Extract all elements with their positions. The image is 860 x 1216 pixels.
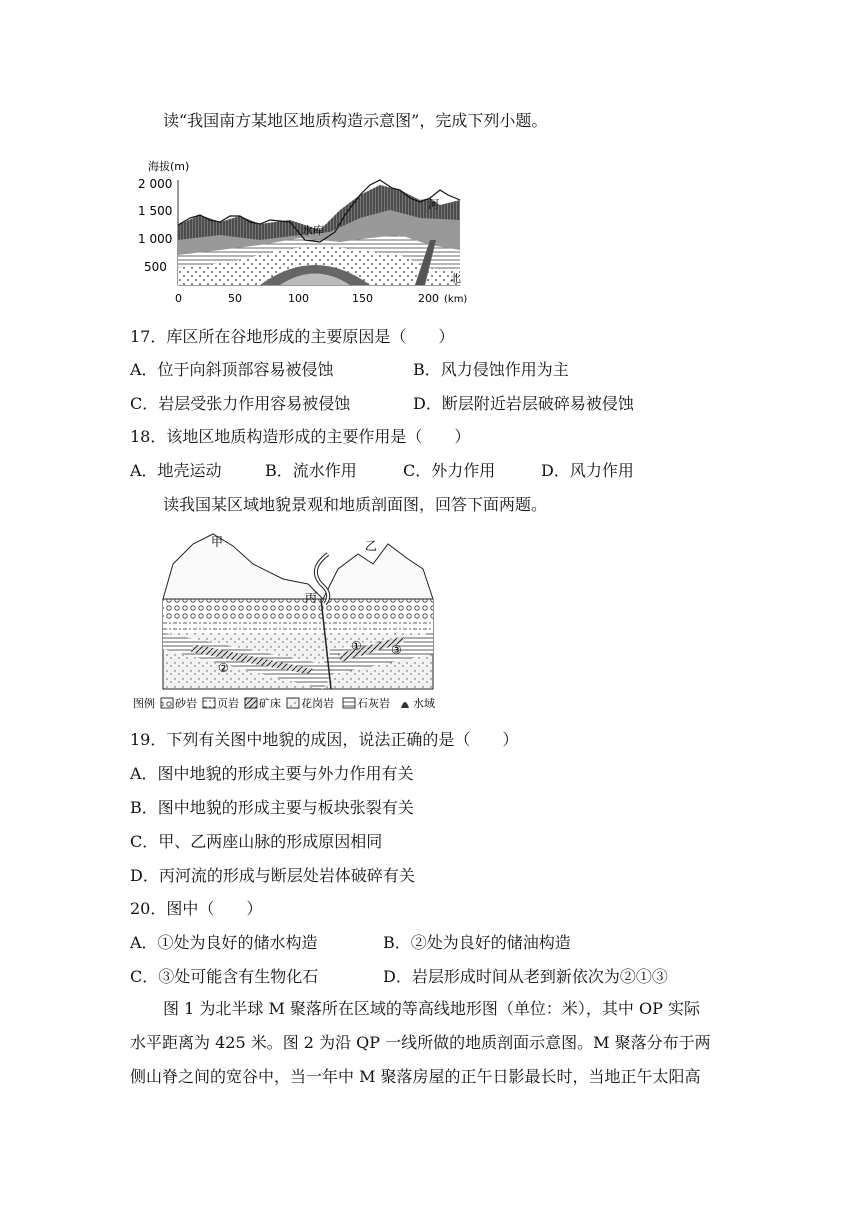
q20-option-c[interactable]: C．③处可能含有生物化石 (130, 967, 319, 986)
legend-granite-swatch (287, 698, 299, 708)
x-tick-50: 50 (228, 292, 242, 305)
q17-option-a[interactable]: A．位于向斜顶部容易被侵蚀 (130, 360, 334, 379)
q20-stem: 20．图中（ ） (130, 899, 263, 918)
q19-option-a[interactable]: A．图中地貌的形成主要与外力作用有关 (130, 764, 414, 783)
x-tick-100: 100 (288, 292, 309, 305)
q17-stem: 17．库区所在谷地形成的主要原因是（ ） (130, 327, 455, 346)
legend-title: 图例 (133, 697, 155, 710)
legend-ore-swatch (245, 698, 257, 708)
x-tick-150: 150 (352, 292, 373, 305)
legend-shale: 页岩 (217, 697, 239, 710)
legend-limestone: 石灰岩 (357, 697, 390, 710)
label-2: ② (218, 661, 229, 675)
label-yi: 乙 (365, 539, 378, 553)
y-tick-1500: 1 500 (138, 204, 173, 218)
legend-granite: 花岗岩 (301, 697, 334, 710)
x-tick-200: 200 (418, 292, 439, 305)
q19-option-d[interactable]: D．丙河流的形成与断层处岩体破碎有关 (130, 866, 415, 885)
geologic-section-svg (130, 150, 480, 310)
label-jia: 甲 (211, 535, 224, 549)
q18-stem: 18．该地区地质构造形成的主要作用是（ ） (130, 427, 471, 446)
landform-block-figure (133, 524, 463, 712)
label-bing: 丙 (305, 591, 318, 605)
label-3: ③ (391, 643, 402, 657)
q17-options-row-1 (130, 359, 569, 381)
reservoir-label: 水库 (302, 224, 324, 237)
legend-limestone-swatch (343, 698, 355, 708)
north-label: 北 (450, 272, 461, 285)
geologic-section-figure (130, 150, 480, 310)
q19-stem: 19．下列有关图中地貌的成因，说法正确的是（ ） (130, 730, 519, 749)
intro-text-2: 读我国某区域地貌景观和地质剖面图，回答下面两题。 (163, 495, 548, 514)
q20-option-d[interactable]: D．岩层形成时间从老到新依次为②①③ (383, 967, 668, 986)
q20-options-row-2 (130, 966, 668, 988)
q20-option-b[interactable]: B．②处为良好的储油构造 (383, 933, 571, 952)
q17-options-row-2 (130, 393, 634, 415)
q18-option-c[interactable]: C．外力作用 (403, 461, 496, 480)
legend-shale-swatch (203, 698, 215, 708)
mountain-yi (323, 544, 433, 599)
q17-option-c[interactable]: C．岩层受张力作用容易被侵蚀 (130, 394, 351, 413)
q20-option-a[interactable]: A．①处为良好的储水构造 (130, 933, 318, 952)
y-tick-2000: 2 000 (138, 177, 173, 191)
legend-ore: 矿床 (259, 697, 281, 710)
legend-sandstone-swatch (161, 698, 173, 708)
sandstone-layer (163, 599, 433, 621)
q19-option-b[interactable]: B．图中地貌的形成主要与板块张裂有关 (130, 798, 414, 817)
intro-text-1: 读“我国南方某地区地质构造示意图”，完成下列小题。 (163, 111, 548, 130)
q17-option-d[interactable]: D．断层附近岩层破碎易被侵蚀 (413, 394, 634, 413)
y-tick-1000: 1 000 (138, 232, 173, 246)
y-axis-label: 海拔(m) (148, 160, 190, 173)
passage-line-1: 图 1 为北半球 M 聚落所在区域的等高线地形图（单位：米），其中 OP 实际 (163, 999, 700, 1018)
landform-block-svg (133, 524, 463, 712)
x-tick-0: 0 (175, 292, 182, 305)
legend-water-swatch (401, 702, 409, 708)
passage-line-2: 水平距离为 425 米。图 2 为沿 QP 一线所做的地质剖面示意图。M 聚落分布于两 (130, 1033, 711, 1052)
shale-layer (163, 621, 433, 633)
q20-options-row-1 (130, 932, 571, 954)
label-1: ① (351, 639, 362, 653)
mountain-jia (163, 534, 323, 599)
passage-line-3: 侧山脊之间的宽谷中，当一年中 M 聚落房屋的正午日影最长时，当地正午太阳高 (130, 1067, 701, 1086)
q17-option-b[interactable]: B．风力侵蚀作用为主 (413, 360, 569, 379)
q18-option-b[interactable]: B．流水作用 (265, 461, 357, 480)
legend-water: 水域 (413, 697, 435, 710)
q18-option-a[interactable]: A．地壳运动 (130, 461, 222, 480)
q18-options-row (130, 460, 634, 482)
y-tick-500: 500 (144, 260, 167, 274)
q19-option-c[interactable]: C．甲、乙两座山脉的形成原因相同 (130, 832, 383, 851)
q18-option-d[interactable]: D．风力作用 (541, 461, 634, 480)
legend-sandstone: 砂岩 (175, 697, 197, 710)
x-unit: (km) (444, 294, 468, 305)
river-label: 河 (428, 198, 439, 211)
